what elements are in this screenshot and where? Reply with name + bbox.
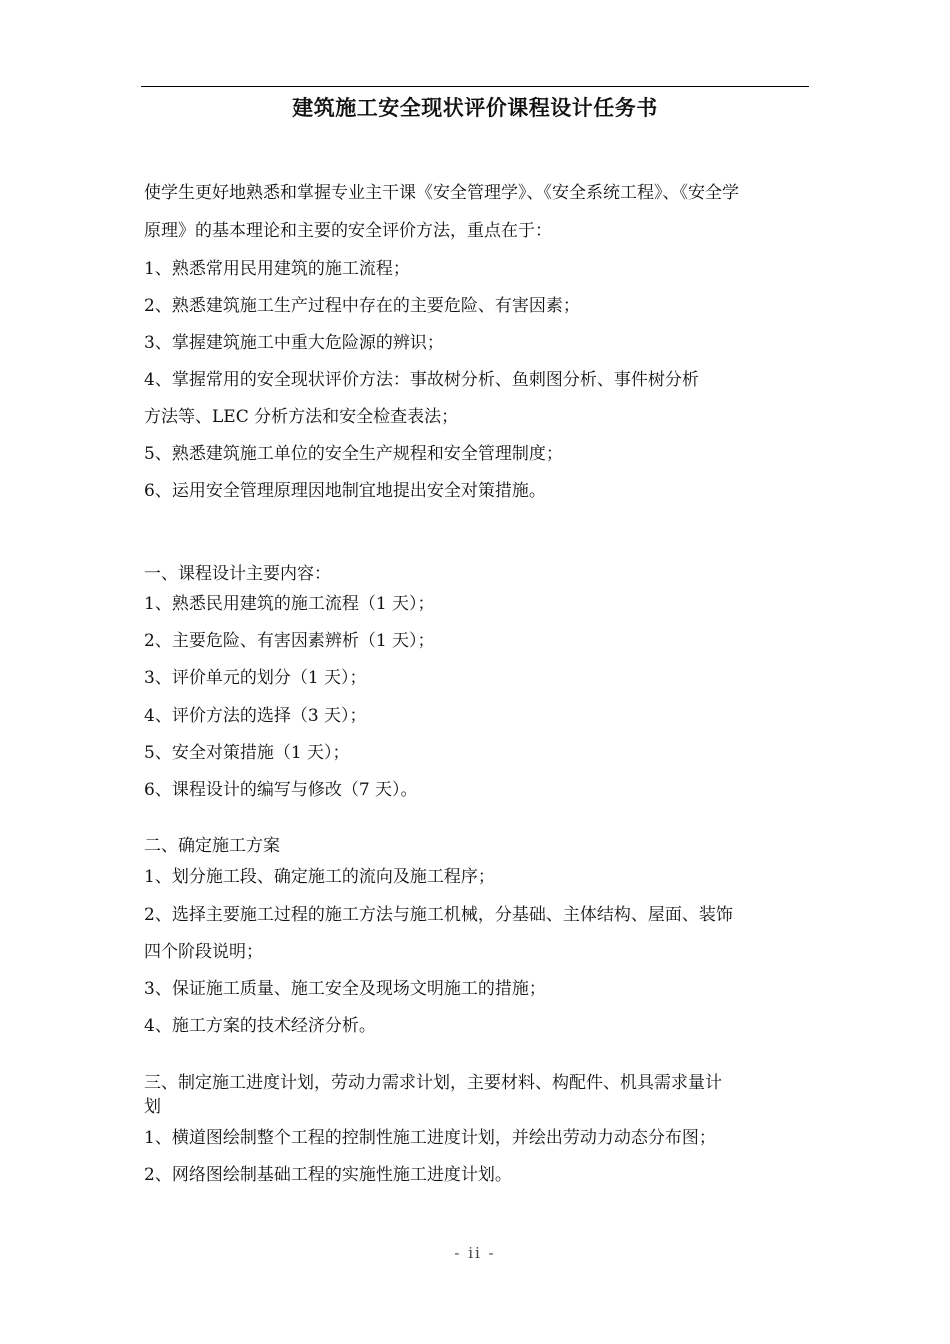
section-1-item: 4、评价方法的选择（3 天）； <box>144 706 367 726</box>
section-2-item: 3、保证施工质量、施工安全及现场文明施工的措施； <box>144 979 546 999</box>
intro-line-1: 使学生更好地熟悉和掌握专业主干课《安全管理学》、《安全系统工程》、《安全学 <box>144 183 739 203</box>
objective-item: 5、熟悉建筑施工单位的安全生产规程和安全管理制度； <box>144 444 563 464</box>
section-2-item: 2、选择主要施工过程的施工方法与施工机械，分基础、主体结构、屋面、装饰 <box>144 905 733 925</box>
section-3-heading: 三、制定施工进度计划，劳动力需求计划，主要材料、构配件、机具需求量计 <box>144 1073 722 1093</box>
document-title: 建筑施工安全现状评价课程设计任务书 <box>292 95 658 120</box>
objective-item-continued: 方法等、LEC 分析方法和安全检查表法； <box>144 407 459 427</box>
objective-item: 6、运用安全管理原理因地制宜地提出安全对策措施。 <box>144 481 546 501</box>
intro-line-2: 原理》的基本理论和主要的安全评价方法，重点在于： <box>144 221 552 241</box>
objective-item: 4、掌握常用的安全现状评价方法：事故树分析、鱼刺图分析、事件树分析 <box>144 370 699 390</box>
section-1-item: 6、课程设计的编写与修改（7 天）。 <box>144 780 418 800</box>
objective-item: 3、掌握建筑施工中重大危险源的辨识； <box>144 333 444 353</box>
objective-item: 2、熟悉建筑施工生产过程中存在的主要危险、有害因素； <box>144 296 580 316</box>
section-1-item: 2、主要危险、有害因素辨析（1 天）； <box>144 631 435 651</box>
page-number: - ii - <box>454 1244 496 1262</box>
section-2-item: 1、划分施工段、确定施工的流向及施工程序； <box>144 867 495 887</box>
section-2-item-continued: 四个阶段说明； <box>144 942 263 962</box>
section-1-item: 5、安全对策措施（1 天）； <box>144 743 350 763</box>
section-1-heading: 一、课程设计主要内容： <box>144 564 331 584</box>
section-2-heading: 二、确定施工方案 <box>144 836 280 856</box>
section-3-item: 2、网络图绘制基础工程的实施性施工进度计划。 <box>144 1165 512 1185</box>
section-1-item: 1、熟悉民用建筑的施工流程（1 天）； <box>144 594 435 614</box>
header-rule <box>141 86 809 87</box>
section-2-item: 4、施工方案的技术经济分析。 <box>144 1016 376 1036</box>
objective-item: 1、熟悉常用民用建筑的施工流程； <box>144 259 410 279</box>
section-1-item: 3、评价单元的划分（1 天）； <box>144 668 367 688</box>
section-3-heading-continued: 划 <box>144 1097 161 1117</box>
section-3-item: 1、横道图绘制整个工程的控制性施工进度计划，并绘出劳动力动态分布图； <box>144 1128 716 1148</box>
